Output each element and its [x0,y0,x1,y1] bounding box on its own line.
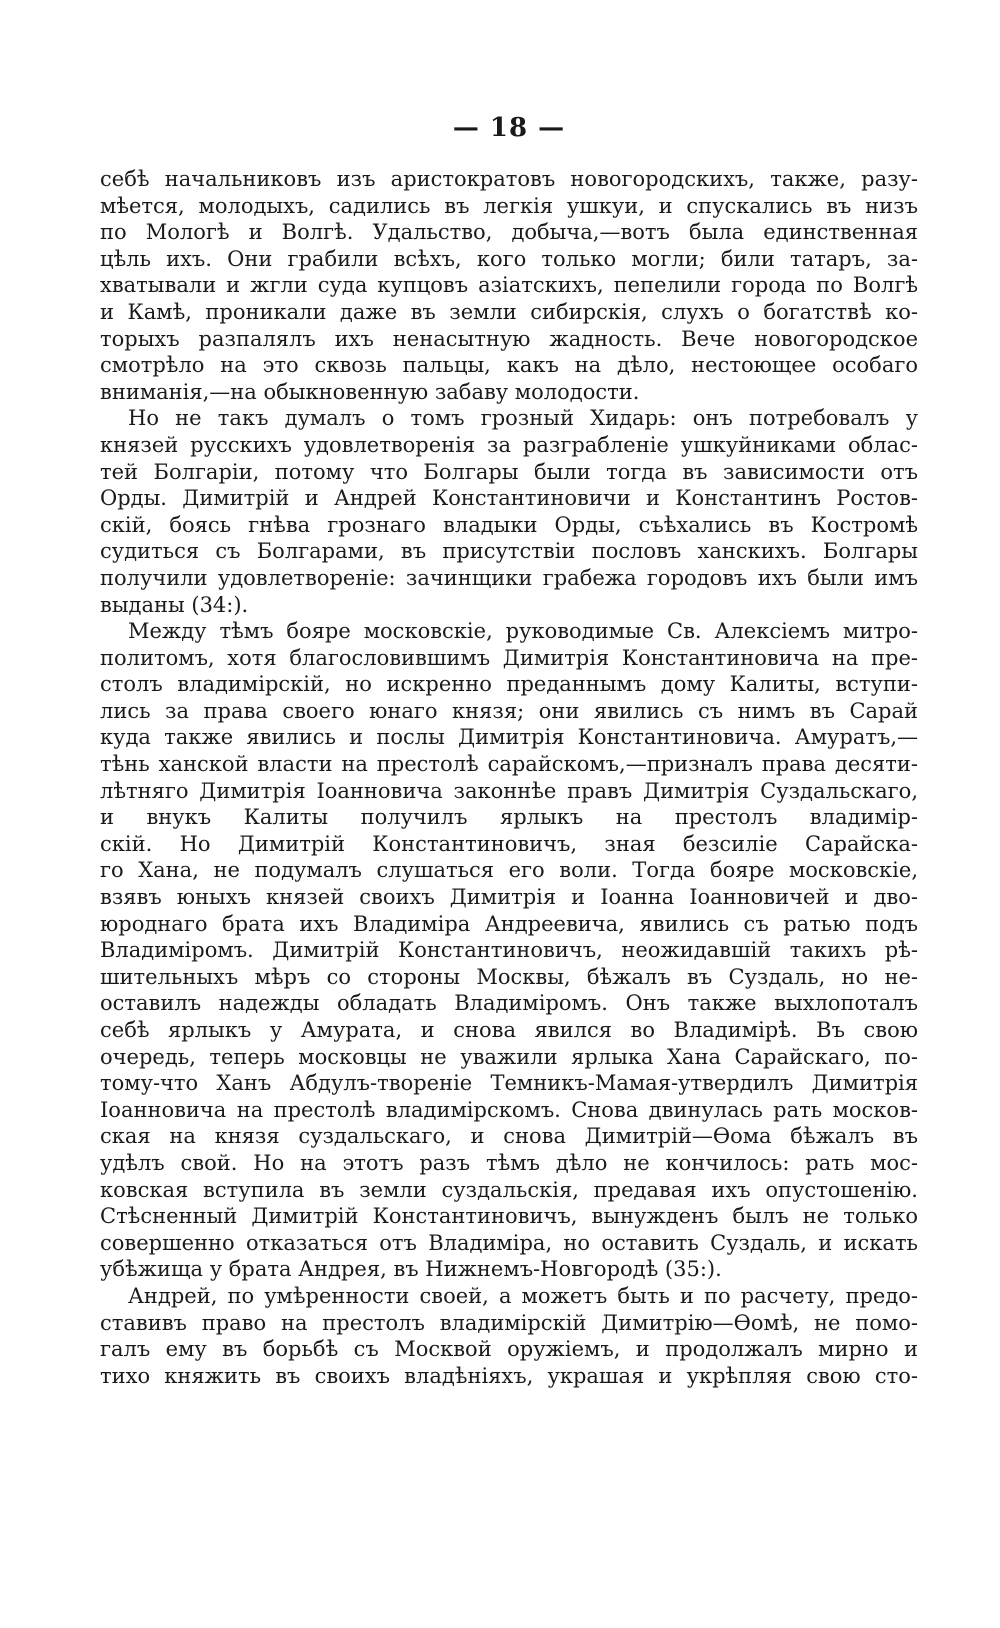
text-line: по Мологѣ и Волгѣ. Удальство, добыча,—вотъ была единственная [100,220,918,245]
text-line: очередь, теперь московцы не уважили ярлыка Хана Сарайскаго, по- [100,1044,918,1069]
text-line: скій. Но Димитрій Константиновичъ, зная безсиліе Сарайска- [100,831,918,856]
paragraph [100,166,918,405]
text-line: тей Болгаріи, потому что Болгары были тогда въ зависимости отъ [100,459,918,484]
text-line: оставилъ надежды обладать Владиміромъ. Онъ также выхлопоталъ [100,991,918,1016]
page-text-body [100,166,918,1389]
text-line: мѣется, молодыхъ, садились въ легкія ушкуи, и спускались въ низъ [100,193,918,218]
text-line: вниманія,—на обыкновенную забаву молодости. [100,379,640,404]
paragraph [100,405,918,618]
text-line: Орды. Димитрій и Андрей Константиновичи и Константинъ Ростов- [100,486,918,511]
text-line: ставивъ право на престолъ владимірскій Димитрію—Ѳомѣ, не помо- [100,1310,918,1335]
paragraph [100,1283,918,1389]
text-line: убѣжища у брата Андрея, въ Нижнемъ-Новгородѣ (35:). [100,1257,722,1282]
text-line: политомъ, хотя благословившимъ Димитрія Константиновича на пре- [100,645,918,670]
text-line: Владиміромъ. Димитрій Константиновичъ, неожидавшій такихъ рѣ- [100,938,918,963]
text-line: юроднаго брата ихъ Владиміра Андреевича, явились съ ратью подъ [100,911,918,936]
text-line: Но не такъ думалъ о томъ грозный Хидарь: онъ потребовалъ у [128,406,918,431]
text-line: себѣ начальниковъ изъ аристократовъ новогородскихъ, также, разу- [100,167,918,191]
text-line: князей русскихъ удовлетворенія за разграбленіе ушкуйниками облас- [100,432,918,457]
text-line: тихо княжить въ своихъ владѣніяхъ, украшая и укрѣпляя свою сто- [100,1363,918,1388]
text-line: тѣнь ханской власти на престолѣ сарайскомъ,—призналъ права десяти- [100,752,918,777]
text-line: лись за права своего юнаго князя; они явились съ нимъ въ Сарай [100,698,918,723]
text-line: торыхъ разпалялъ ихъ ненасытную жадность. Вече новогородское [100,326,918,351]
text-line: лѣтняго Димитрія Іоанновича законнѣе правъ Димитрія Суздальскаго, [100,778,918,803]
text-line: столъ владимірскій, но искренно преданнымъ дому Калиты, вступи- [100,672,918,697]
text-line: судиться съ Болгарами, въ присутствіи пословъ ханскихъ. Болгары [100,539,918,564]
text-line: удѣлъ свой. Но на этотъ разъ тѣмъ дѣло не кончилось: рать мос- [100,1150,918,1175]
text-line: хватывали и жгли суда купцовъ азіатскихъ, пепелили города по Волгѣ [100,273,918,298]
text-line: Между тѣмъ бояре московскіе, руководимые Св. Алексіемъ митро- [128,619,918,644]
text-line: ская на князя суздальскаго, и снова Димитрій—Ѳома бѣжалъ въ [100,1124,918,1149]
text-line: галъ ему въ борьбѣ съ Москвой оружіемъ, и продолжалъ мирно и [100,1337,918,1362]
text-line: цѣль ихъ. Они грабили всѣхъ, кого только могли; били татаръ, за- [100,246,918,271]
text-line: Андрей, по умѣренности своей, а можетъ быть и по расчету, предо- [128,1283,918,1308]
text-line: смотрѣло на это сквозь пальцы, какъ на дѣло, нестоющее особаго [100,353,918,378]
page-number: — 18 — [452,113,566,143]
text-line: и Камѣ, проникали даже въ земли сибирскія, слухъ о богатствѣ ко- [100,299,918,324]
text-line: го Хана, не подумалъ слушаться его воли. Тогда бояре московскіе, [100,858,918,883]
text-line: себѣ ярлыкъ у Амурата, и снова явился во Владимірѣ. Въ свою [100,1018,918,1042]
text-line: куда также явились и послы Димитрія Константиновича. Амуратъ,— [100,725,918,750]
text-line: выданы (34:). [100,592,249,617]
text-line: совершенно отказаться отъ Владиміра, но оставить Суздаль, и искать [100,1230,918,1255]
text-line: Іоанновича на престолѣ владимірскомъ. Снова двинулась рать москов- [100,1097,918,1122]
book-page [100,110,918,1610]
text-line: тому-что Ханъ Абдулъ-твореніе Темникъ-Мамая-утвердилъ Димитрія [100,1071,918,1096]
text-line: получили удовлетвореніе: зачинщики грабежа городовъ ихъ были имъ [100,565,918,590]
text-line: взявъ юныхъ князей своихъ Димитрія и Іоанна Іоанновичей и дво- [100,885,918,910]
text-line: и внукъ Калиты получилъ ярлыкъ на престолъ владимір- [100,805,918,830]
paragraph [100,618,918,1283]
text-line: скій, боясь гнѣва грознаго владыки Орды, съѣхались въ Костромѣ [100,512,918,537]
text-line: ковская вступила въ земли суздальскія, предавая ихъ опустошенію. [100,1177,918,1202]
text-line: Стѣсненный Димитрій Константиновичъ, вынужденъ былъ не только [100,1204,918,1229]
text-line: шительныхъ мѣръ со стороны Москвы, бѣжалъ въ Суздаль, но не- [100,964,918,989]
